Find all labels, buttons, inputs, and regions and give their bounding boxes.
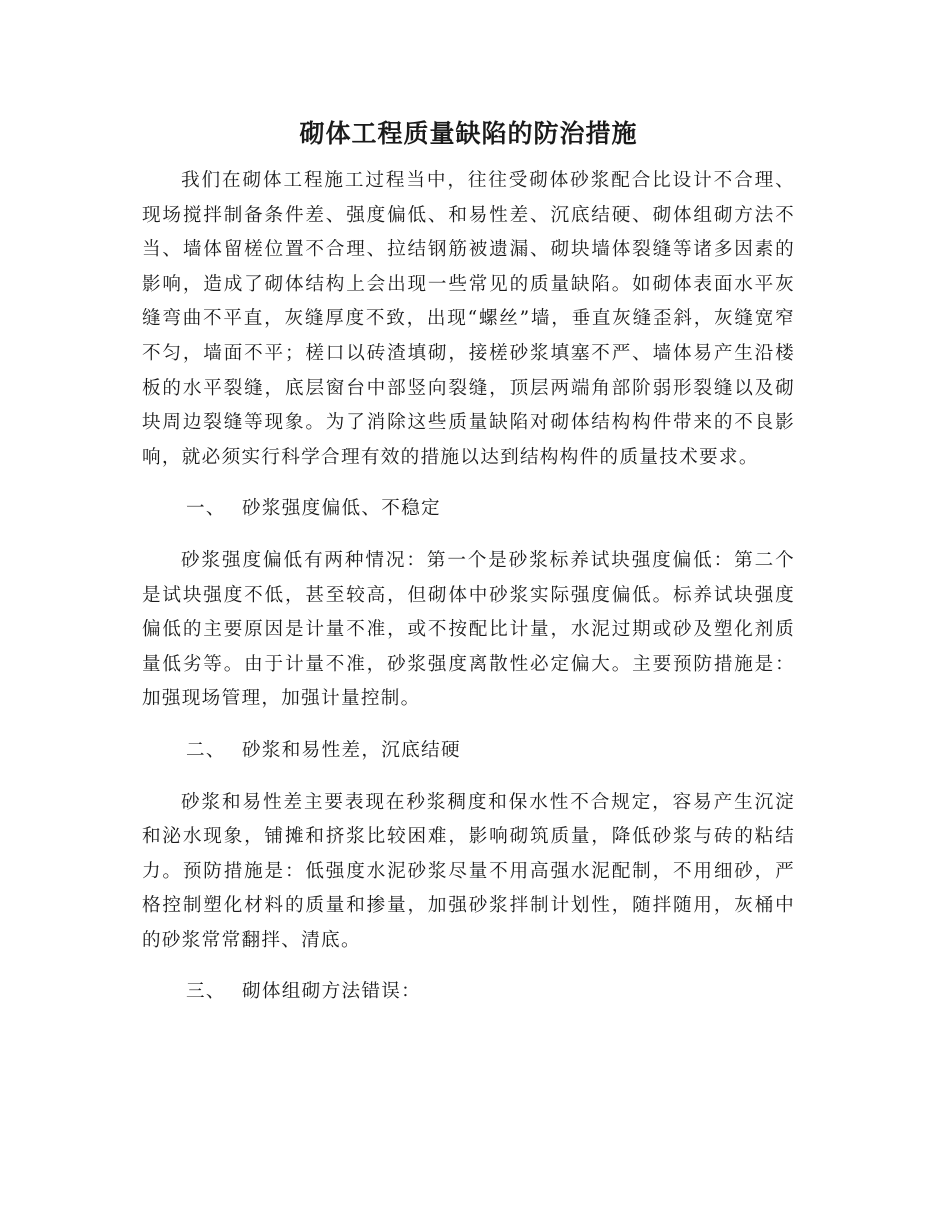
section-number: 三、	[186, 981, 226, 1003]
section-heading-text: 砌体组砌方法错误：	[242, 981, 422, 1003]
spacer	[142, 958, 795, 975]
spacer	[142, 717, 795, 734]
section-heading-2	[142, 734, 795, 769]
section-body-1: 砂浆强度偏低有两种情况：第一个是砂浆标养试块强度偏低：第二个是试块强度不低，甚至较高，但砌体中砂浆实际强度偏低。标养试块强度偏低的主要原因是计量不准，或不按配比计量，水泥过期或砂及塑化剂质量低劣等。由于计量不准，砂浆强度离散性必定偏大。主要预防措施是：加强现场管理，加强计量控制。	[142, 549, 795, 710]
document-title: 砌体工程质量缺陷的防治措施	[299, 119, 638, 148]
section-number: 二、	[186, 739, 226, 761]
intro-paragraph: 我们在砌体工程施工过程当中，往往受砌体砂浆配合比设计不合理、现场搅拌制备条件差、强度偏低、和易性差、沉底结硬、砌体组砌方法不当、墙体留槎位置不合理、拉结钢筋被遗漏、砌块墙体裂缝等诸多因素的影响，造成了砌体结构上会出现一些常见的质量缺陷。如砌体表面水平灰缝弯曲不平直，灰缝厚度不致，出现“螺丝”墙，垂直灰缝歪斜，灰缝宽窄不匀，墙面不平；槎口以砖渣填砌，接槎砂浆填塞不严、墙体易产生沿楼板的水平裂缝，底层窗台中部竖向裂缝，顶层两端角部阶弱形裂缝以及砌块周边裂缝等现象。为了消除这些质量缺陷对砌体结构构件带来的不良影响，就必须实行科学合理有效的措施以达到结构构件的质量技术要求。	[142, 170, 795, 468]
section-heading-1	[142, 492, 795, 527]
section-body-2: 砂浆和易性差主要表现在秒浆稠度和保水性不合规定，容易产生沉淀和泌水现象，铺摊和挤浆比较困难，影响砌筑质量，降低砂浆与砖的粘结力。预防措施是：低强度水泥砂浆尽量不用高强水泥配制，不用细砂，严格控制塑化材料的质量和掺量，加强砂浆拌制计划性，随拌随用，灰桶中的砂浆常常翻拌、清底。	[142, 791, 795, 951]
spacer	[142, 527, 795, 544]
spacer	[142, 769, 795, 786]
section-heading-3	[142, 975, 795, 1010]
section-number: 一、	[186, 498, 226, 520]
spacer	[142, 475, 795, 492]
section-heading-text: 砂浆和易性差，沉底结硬	[242, 739, 461, 761]
section-heading-text: 砂浆强度偏低、不稳定	[242, 498, 441, 520]
